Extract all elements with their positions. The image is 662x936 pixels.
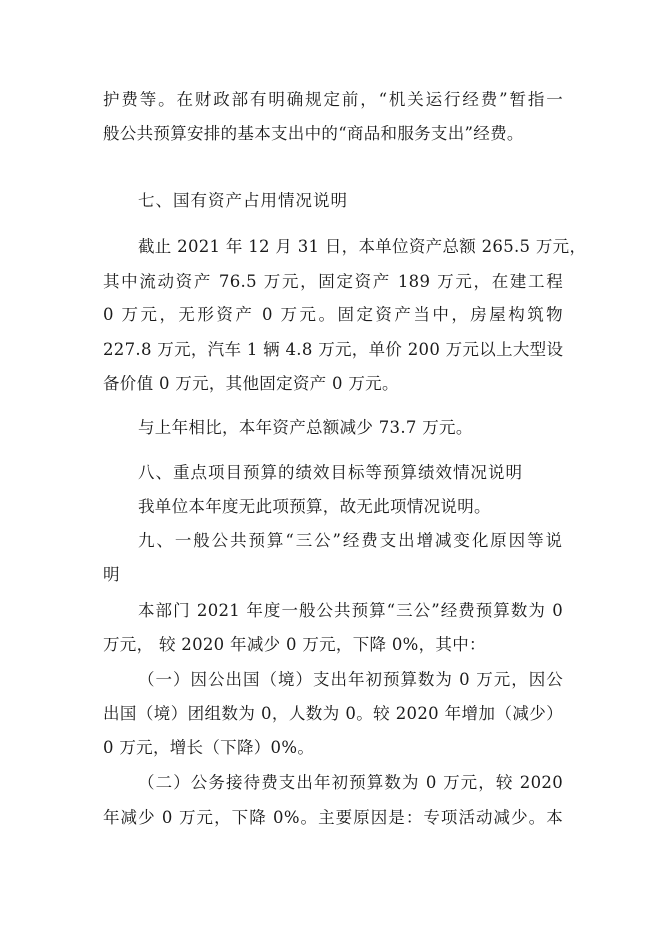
text-line: 我单位本年度无此项预算，故无此项情况说明。 — [138, 497, 491, 516]
text-line: 截止 2021 年 12 月 31 日，本单位资产总额 265.5 万元， — [138, 237, 587, 256]
section-heading-8: 八、重点项目预算的绩效目标等预算绩效情况说明 — [138, 463, 523, 482]
text-line: 本部门 2021 年度一般公共预算“三公”经费预算数为 0 — [138, 601, 563, 620]
section-heading-7: 七、国有资产占用情况说明 — [138, 191, 348, 210]
text-line: 般公共预算安排的基本支出中的“商品和服务支出”经费。 — [103, 124, 524, 143]
text-line: 0 万元，无形资产 0 万元。固定资产当中，房屋构筑物 — [103, 305, 563, 324]
text-line: 227.8 万元，汽车 1 辆 4.8 万元，单价 200 万元以上大型设 — [103, 340, 564, 359]
text-line: 备价值 0 万元，其他固定资产 0 万元。 — [103, 374, 399, 393]
text-line: 其中流动资产 76.5 万元，固定资产 189 万元，在建工程 — [103, 272, 563, 291]
text-line: 0 万元，增长（下降）0%。 — [103, 738, 315, 757]
section-heading-9: 九、一般公共预算“三公”经费支出增减变化原因等说 — [138, 531, 563, 550]
text-line: 出国（境）团组数为 0，人数为 0。较 2020 年增加（减少） — [103, 704, 563, 723]
text-line: （二）公务接待费支出年初预算数为 0 万元，较 2020 — [138, 773, 563, 792]
text-line: 护费等。在财政部有明确规定前，“机关运行经费”暂指一 — [103, 90, 563, 109]
text-line: 万元， 较 2020 年减少 0 万元，下降 0%，其中： — [103, 635, 486, 654]
text-line: 与上年相比，本年资产总额减少 73.7 万元。 — [138, 418, 473, 437]
text-line: 年减少 0 万元，下降 0%。主要原因是：专项活动减少。本 — [103, 808, 563, 827]
section-heading-9-cont: 明 — [103, 565, 121, 584]
text-line: （一）因公出国（境）支出年初预算数为 0 万元，因公 — [138, 670, 563, 689]
